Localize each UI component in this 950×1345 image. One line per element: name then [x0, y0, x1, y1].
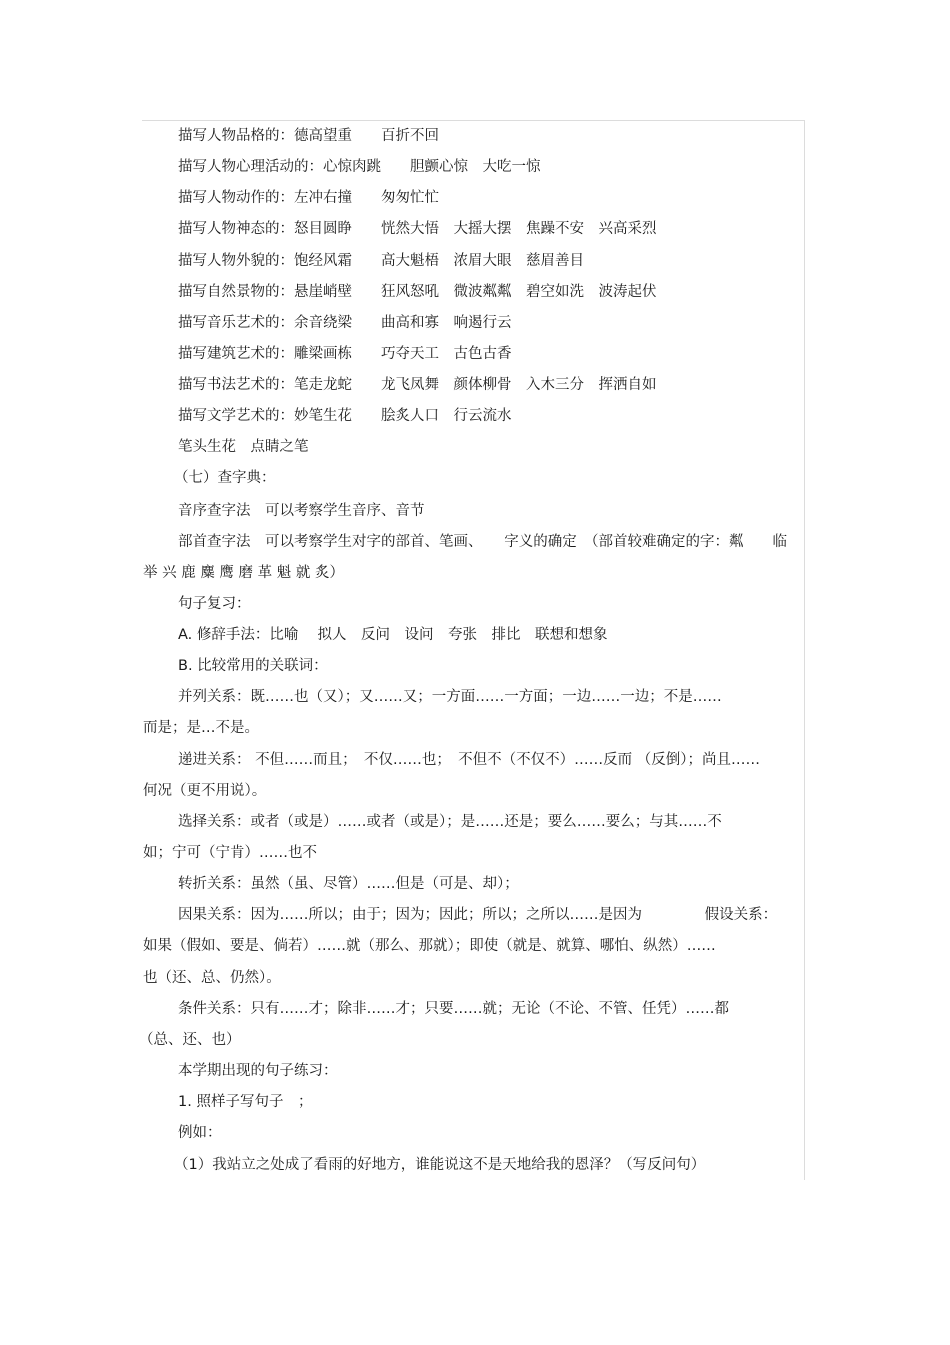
text-line: 描写人物外貌的：饱经风霜 高大魁梧 浓眉大眼 慈眉善目: [178, 253, 584, 269]
text-line: 如果（假如、要是、倘若）……就（那么、那就）；即使（就是、就算、哪怕、纵然）……: [143, 938, 716, 954]
text-line: 而是；是…不是。: [143, 720, 259, 736]
section-heading: （七）查字典：: [174, 470, 276, 486]
text-line: 选择关系：或者（或是）……或者（或是）；是……还是；要么……要么；与其……不: [178, 814, 722, 830]
text-line: 部首查字法 可以考察学生对字的部首、笔画、 字义的确定 （部首较难确定的字：粼 临: [178, 534, 787, 550]
text-line: 也（还、总、仍然）。: [143, 970, 281, 986]
text-line: 因果关系：因为……所以；由于；因为；因此；所以；之所以……是因为 假设关系：: [178, 907, 778, 923]
text-line: 转折关系：虽然（虽、尽管）……但是（可是、却）；: [178, 876, 519, 892]
text-line: 并列关系：既……也（又）；又……又；一方面……一方面；一边……一边；不是……: [178, 689, 722, 705]
text-line: 条件关系：只有……才；除非……才；只要……就；无论（不论、不管、任凭）……都: [178, 1001, 729, 1017]
section-heading: 句子复习：: [178, 596, 251, 612]
text-line: 描写人物神态的：怒目圆睁 恍然大悟 大摇大摆 焦躁不安 兴高采烈: [178, 221, 657, 237]
text-line: A. 修辞手法：比喻 拟人 反问 设问 夸张 排比 联想和想象: [178, 627, 608, 643]
text-line: 1. 照样子写句子 ；: [178, 1094, 313, 1110]
text-line: 音序查字法 可以考察学生音序、音节: [178, 503, 425, 519]
text-line: 笔头生花 点睛之笔: [178, 439, 309, 455]
text-line: 例如：: [178, 1125, 222, 1141]
text-line: 描写音乐艺术的：余音绕梁 曲高和寡 响遏行云: [178, 315, 512, 331]
page-frame: [142, 120, 805, 1180]
text-line: B. 比较常用的关联词：: [178, 658, 328, 674]
text-line: 描写自然景物的：悬崖峭壁 狂风怒吼 微波粼粼 碧空如洗 波涛起伏: [178, 284, 657, 300]
text-line: 描写人物心理活动的：心惊肉跳 胆颤心惊 大吃一惊: [178, 159, 541, 175]
text-line: 描写人物动作的：左冲右撞 匆匆忙忙: [178, 190, 439, 206]
text-line: 描写建筑艺术的：雕梁画栋 巧夺天工 古色古香: [178, 346, 512, 362]
text-line: 描写文学艺术的：妙笔生花 脍炙人口 行云流水: [178, 408, 512, 424]
text-line: 举 兴 鹿 麋 鹰 磨 革 魁 就 炙）: [143, 565, 344, 581]
text-line: （1）我站立之处成了看雨的好地方，谁能说这不是天地给我的恩泽？（写反问句）: [174, 1157, 706, 1173]
text-line: 如；宁可（宁肯）……也不: [143, 845, 317, 861]
section-heading: 本学期出现的句子练习：: [178, 1063, 338, 1079]
text-line: （总、还、也）: [139, 1032, 241, 1048]
text-line: 描写书法艺术的：笔走龙蛇 龙飞凤舞 颜体柳骨 入木三分 挥洒自如: [178, 377, 657, 393]
text-line: 描写人物品格的：德高望重 百折不回: [178, 128, 439, 144]
text-line: 何况（更不用说）。: [143, 783, 267, 799]
text-line: 递进关系： 不但……而且； 不仅……也； 不但不（不仅不）……反而 （反倒）；尚且……: [178, 752, 760, 768]
